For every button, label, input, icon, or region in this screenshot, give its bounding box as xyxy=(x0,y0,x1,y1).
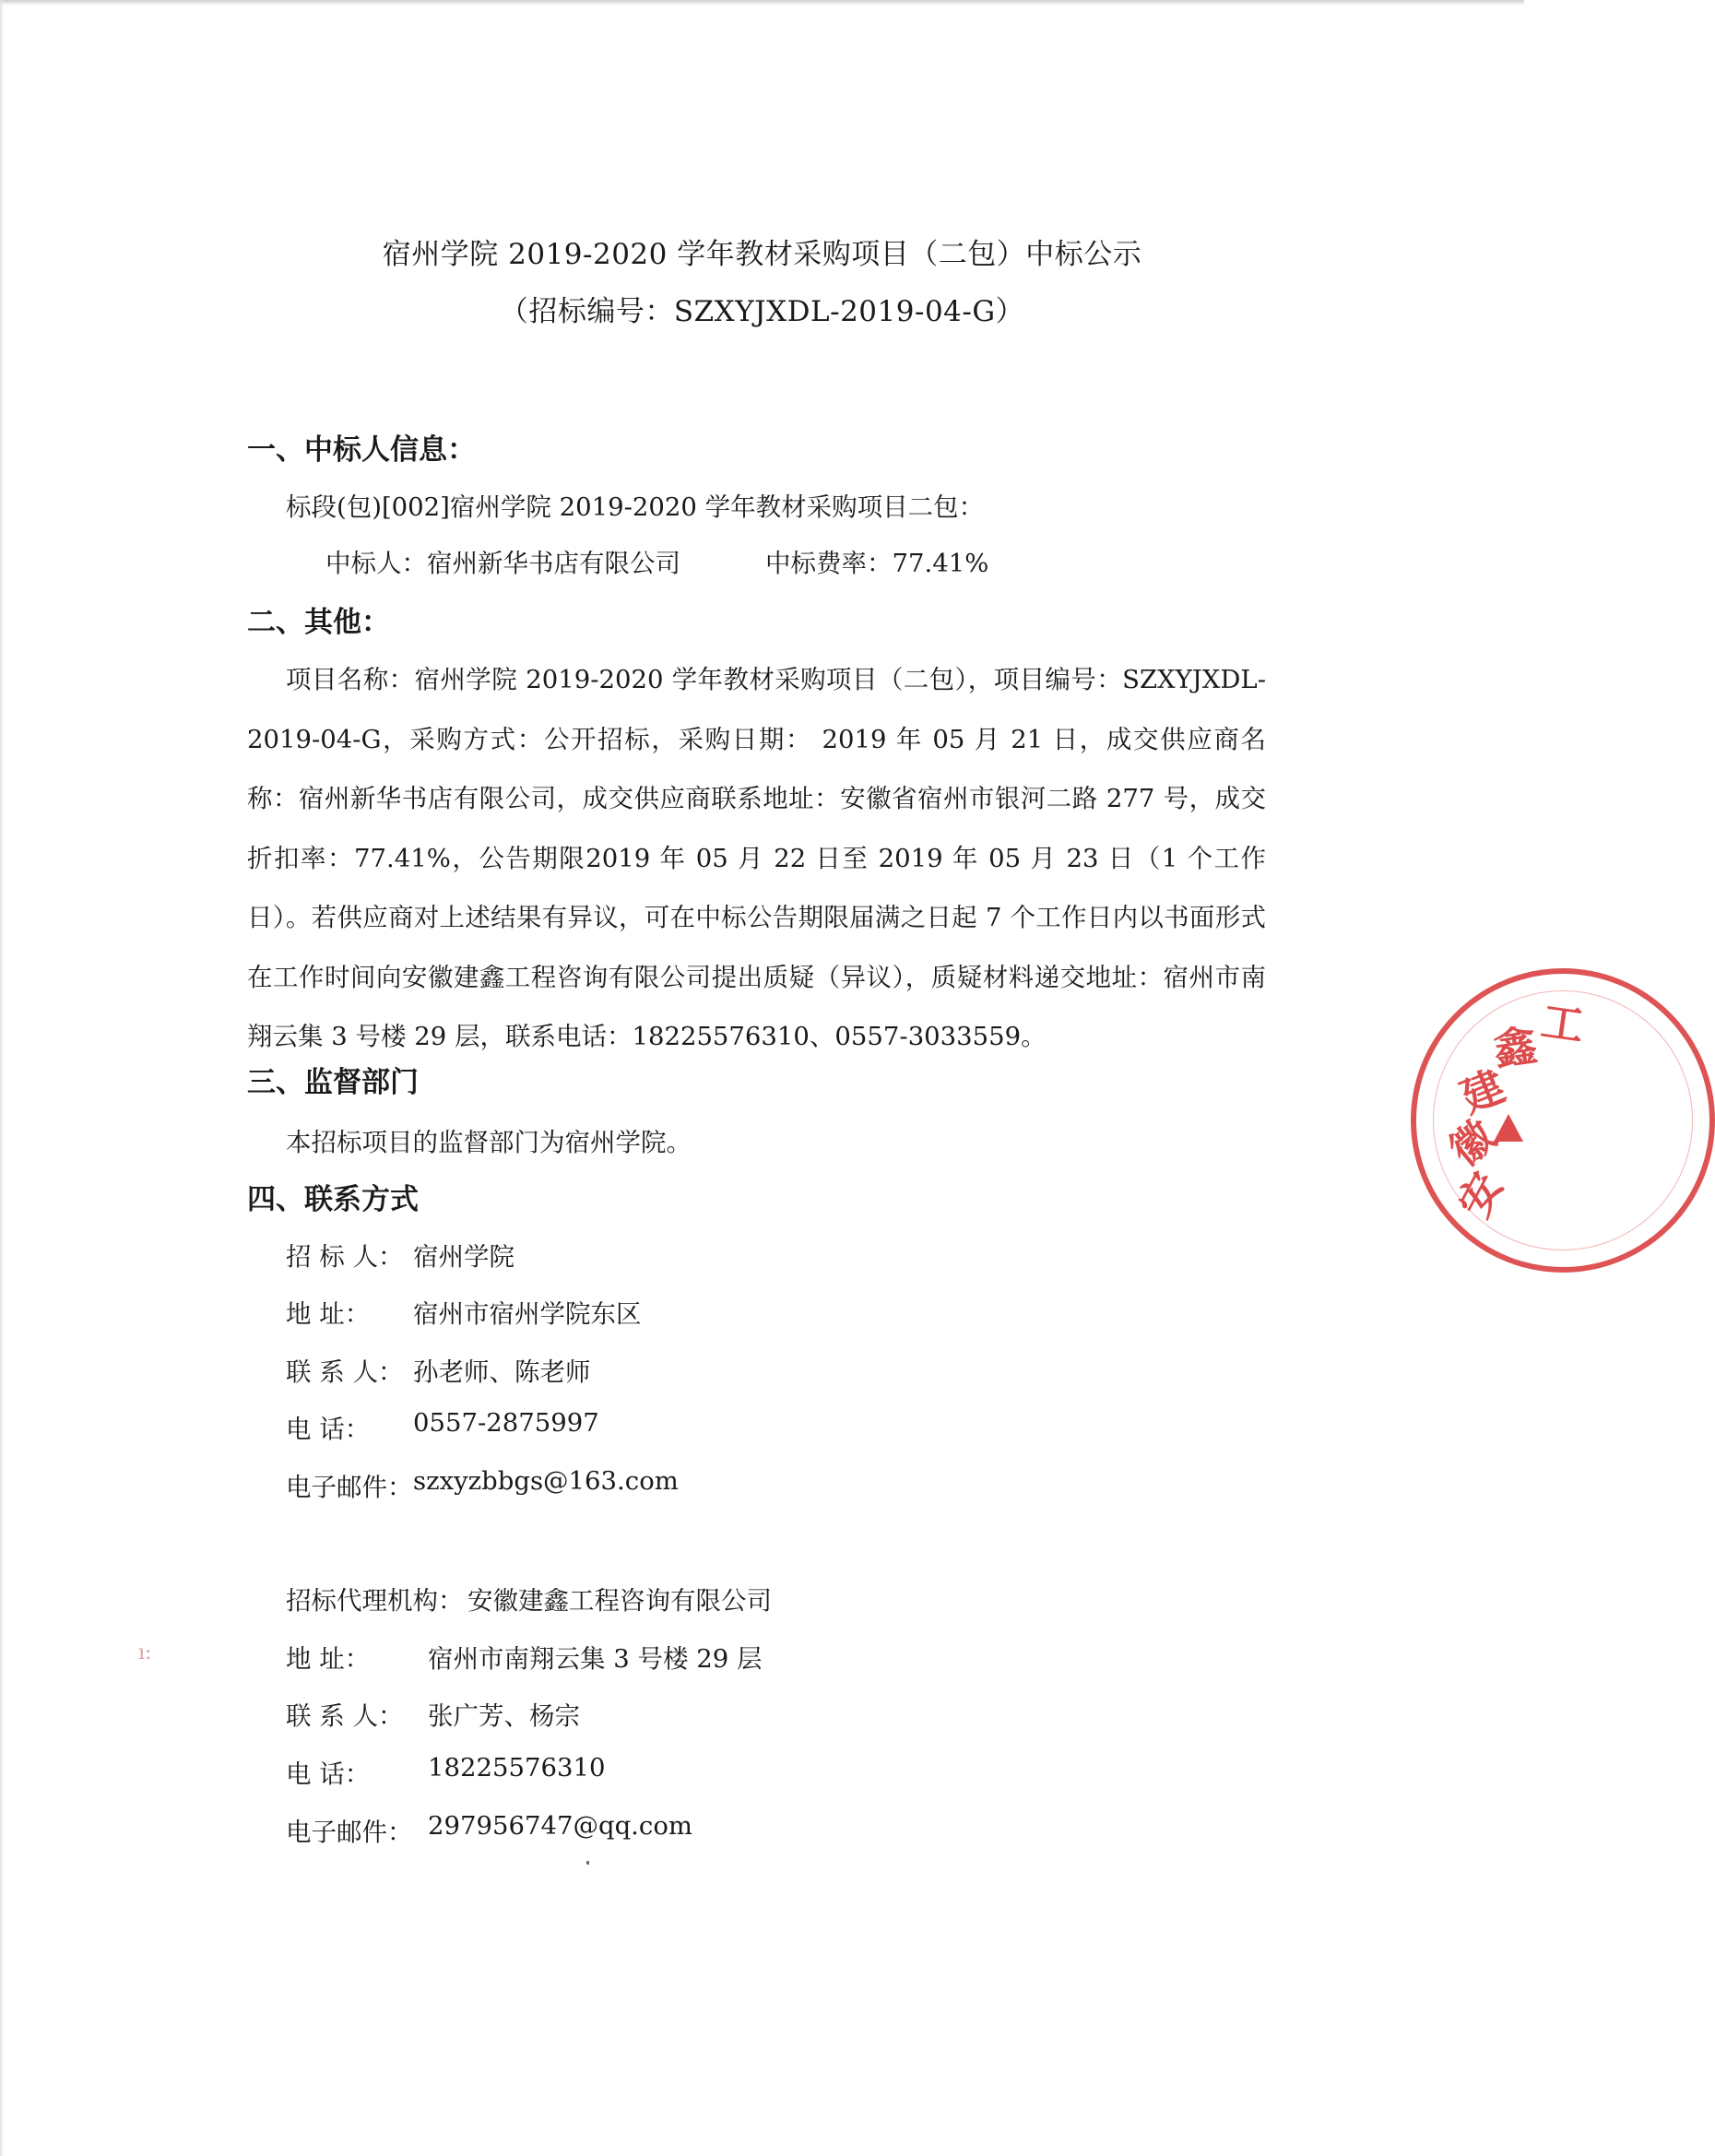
agency-address-label: 地 址： xyxy=(286,1644,371,1674)
other-paragraph: 项目名称：宿州学院 2019-2020 学年教材采购项目（二包），项目编号：SZXYJXDL-2019-04-G，采购方式：公开招标，采购日期： 2019 年 05 月 21 日，成交供应商名称：宿州新华书店有限公司，成交供应商联系地址：安徽省宿州市银河二路 277 号，成交折扣率：77.41%，公告期限2019 年 05 月 22 日至 2019 年 05 月 23 日（1 个工作日）。若供应商对上述结果有异议，可在中标公告期限届满之日起 7 个工作日内以书面形式在工作时间向安徽建鑫工程咨询有限公司提出质疑（异议），质疑材料递交地址：宿州市南翔云集 3 号楼 29 层，联系电话：18225576310、0557-3033559。 xyxy=(247,665,1266,1051)
seal-star-icon xyxy=(1494,1114,1523,1142)
agency-contact-value: 张广芳、杨宗 xyxy=(428,1701,580,1731)
winner-name: 中标人：宿州新华书店有限公司 xyxy=(325,549,680,578)
tenderer-value: 宿州学院 xyxy=(413,1242,514,1272)
agency-phone-value: 18225576310 xyxy=(428,1753,606,1783)
agency-email-label: 电子邮件： xyxy=(286,1818,413,1847)
agency-label: 招标代理机构： xyxy=(286,1586,464,1616)
tenderer-email-value: szxyzbbgs@163.com xyxy=(413,1466,679,1496)
company-seal xyxy=(1411,968,1715,1273)
tenderer-address-value: 宿州市宿州学院东区 xyxy=(413,1299,642,1329)
seal-char: 建 xyxy=(1453,1060,1512,1123)
scan-mark: ı: xyxy=(138,1641,152,1664)
tenderer-contact-value: 孙老师、陈老师 xyxy=(413,1357,591,1387)
agency-address-value: 宿州市南翔云集 3 号楼 29 层 xyxy=(428,1644,763,1674)
tenderer-address-label: 地 址： xyxy=(286,1299,371,1329)
section-supervision-heading: 三、监督部门 xyxy=(247,1066,419,1099)
seal-char: 安 xyxy=(1449,1164,1513,1226)
supervision-text: 本招标项目的监督部门为宿州学院。 xyxy=(286,1128,692,1157)
seal-char: 鑫 xyxy=(1490,1020,1540,1075)
agency-name: 安徽建鑫工程咨询有限公司 xyxy=(467,1586,772,1616)
scan-dot xyxy=(586,1861,589,1865)
tenderer-phone-label: 电 话： xyxy=(286,1415,371,1444)
section-winner-heading: 一、中标人信息： xyxy=(247,433,476,467)
tenderer-label: 招 标 人： xyxy=(286,1242,404,1272)
tenderer-contact-label: 联 系 人： xyxy=(286,1357,404,1387)
agency-contact-label: 联 系 人： xyxy=(286,1701,404,1731)
winner-rate: 中标费率：77.41% xyxy=(765,549,989,578)
seal-char: 工 xyxy=(1538,996,1588,1051)
package-line: 标段(包)[002]宿州学院 2019-2020 学年教材采购项目二包： xyxy=(286,492,985,522)
tender-number: （招标编号：SZXYJXDL-2019-04-G） xyxy=(499,295,1025,328)
section-contact-heading: 四、联系方式 xyxy=(247,1183,419,1216)
agency-phone-label: 电 话： xyxy=(286,1759,371,1789)
scan-top-edge xyxy=(0,0,1524,6)
tenderer-email-label: 电子邮件： xyxy=(286,1473,413,1502)
document-title: 宿州学院 2019-2020 学年教材采购项目（二包）中标公示 xyxy=(382,238,1142,271)
seal-char: 徽 xyxy=(1439,1109,1505,1176)
agency-email-value: 297956747@qq.com xyxy=(428,1811,692,1841)
tenderer-phone-value: 0557-2875997 xyxy=(413,1408,599,1438)
section-other-heading: 二、其他： xyxy=(247,606,390,639)
